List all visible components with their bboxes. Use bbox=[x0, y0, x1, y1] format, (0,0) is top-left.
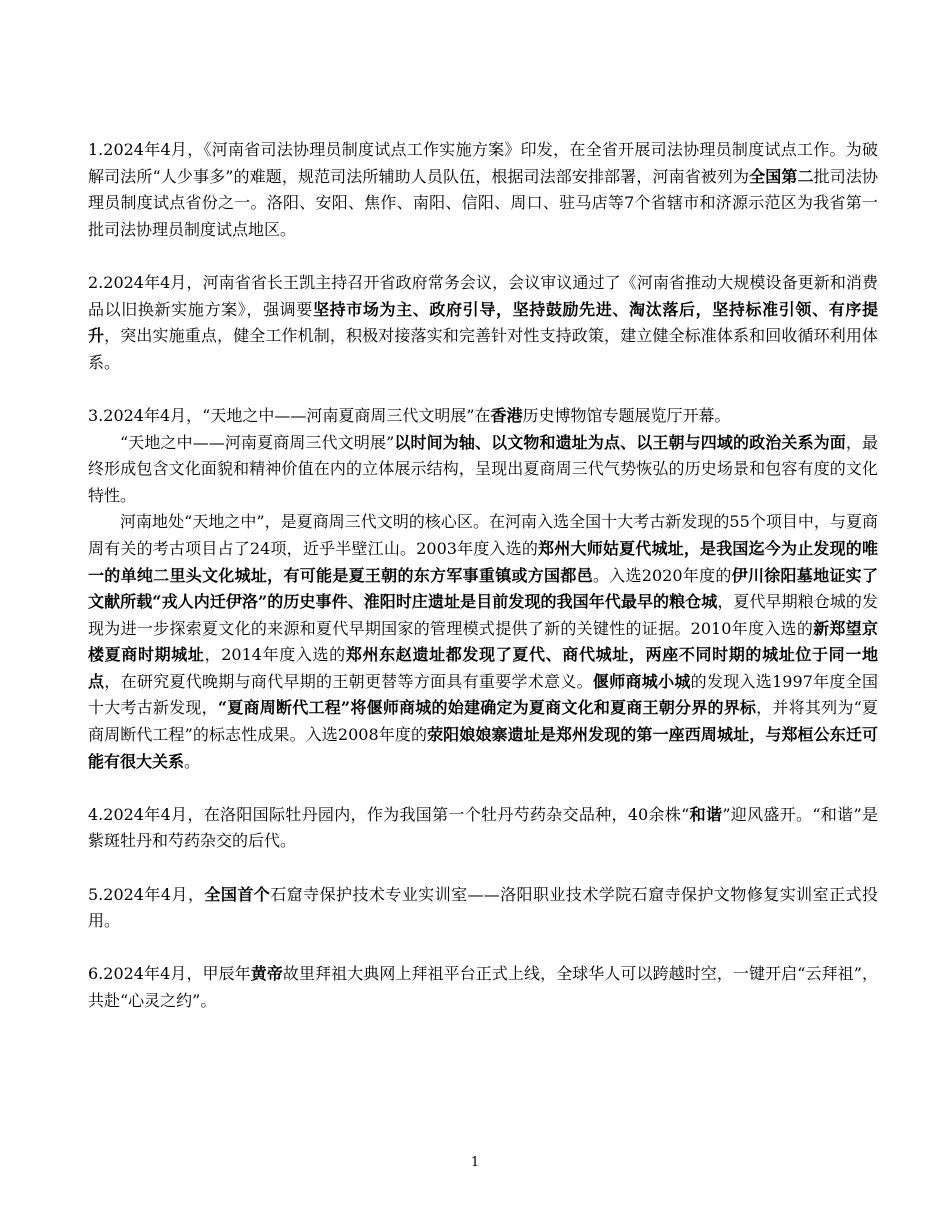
text-run: ，在研究夏代晚期与商代早期的王朝更替等方面具有重要学术意义。 bbox=[104, 671, 593, 691]
text-run: “天地之中——河南夏商周三代文明展” bbox=[120, 432, 395, 452]
text-run: 。入选2020年度的 bbox=[592, 565, 732, 585]
text-run: 2.2024年4月，河南省省长王凯主持召开省政府常务会议，会议审议通过了《河南省推动大规模设备更新和消费品以旧换新实施方案》，强调要 bbox=[88, 272, 878, 319]
bold-text: 黄帝 bbox=[250, 964, 283, 984]
bold-text: 荥阳娘娘寨遗址是郑州发现的第一座西周城址，与郑桓公东迁可能有很大关系 bbox=[88, 725, 878, 771]
text-run: ”迎风盛开。“和谐”是紫斑牡丹和芍药杂交的后代。 bbox=[88, 804, 878, 851]
bold-text: 郑州大师姑夏代城址，是我国迄今为止发现的唯一的单纯二里头文化城址，有可能是夏王朝的东方军事重镇或方国都邑 bbox=[88, 538, 878, 585]
text-run: 的发现入选1997年度全国十大考古新发现， bbox=[88, 671, 878, 718]
paragraph bbox=[88, 137, 878, 243]
document-body bbox=[88, 137, 878, 1041]
text-run: 河南地处“天地之中”，是夏商周三代文明的核心区。在河南入选全国十大考古新发现的55个项目中，与夏商周有关的考古项目占了24项，近乎半壁江山。2003年度入选的 bbox=[88, 512, 878, 558]
text-run: 故里拜祖大典网上拜祖平台正式上线，全球华人可以跨越时空，一键开启“云拜祖”，共赴“心灵之约”。 bbox=[88, 964, 878, 1010]
paragraph bbox=[88, 430, 878, 510]
text-run: 历史博物馆专题展览厅开幕。 bbox=[522, 405, 731, 425]
news-item bbox=[88, 882, 878, 935]
bold-text: 全国首个 bbox=[204, 884, 271, 904]
text-run: ，2014年度入选的 bbox=[204, 645, 346, 665]
news-item bbox=[88, 802, 878, 855]
bold-text: 伊川徐阳墓地证实了文献所载“戎人内迁伊洛”的历史事件、淮阳时庄遗址是目前发现的我国年代最早的粮仓城 bbox=[88, 565, 878, 612]
bold-text: 郑州东赵遗址都发现了夏代、商代城址，两座不同时期的城址位于同一地点 bbox=[88, 645, 878, 691]
text-run: ，最终形成包含文化面貌和精神价值在内的立体展示结构，呈现出夏商周三代气势恢弘的历史场景和包容有度的文化特性。 bbox=[88, 432, 878, 505]
paragraph bbox=[88, 509, 878, 775]
bold-text: 和谐 bbox=[689, 804, 723, 824]
bold-text: 香港 bbox=[490, 405, 523, 425]
bold-text: 新郑望京楼夏商时期城址 bbox=[88, 618, 878, 665]
news-item bbox=[88, 403, 878, 775]
text-run: 1.2024年4月，《河南省司法协理员制度试点工作实施方案》印发，在全省开展司法协理员制度试点工作。为破解司法所“人少事多”的难题，规范司法所辅助人员队伍，根据司法部安排部署，河南省被列为 bbox=[88, 140, 878, 186]
news-item bbox=[88, 137, 878, 243]
bold-text: 偃师商城小城 bbox=[592, 671, 691, 691]
text-run: 6.2024年4月，甲辰年 bbox=[88, 964, 251, 984]
paragraph bbox=[88, 270, 878, 376]
bold-text: 全国第二 bbox=[749, 166, 814, 186]
news-item bbox=[88, 270, 878, 376]
text-run: ，夏代早期粮仓城的发现为进一步探索夏文化的来源和夏代早期国家的管理模式提供了新的关键性的证据。2010年度入选的 bbox=[88, 592, 878, 638]
text-run: 石窟寺保护技术专业实训室——洛阳职业技术学院石窟寺保护文物修复实训室正式投用。 bbox=[88, 884, 878, 931]
paragraph bbox=[88, 802, 878, 855]
text-run: ，突出实施重点，健全工作机制，积极对接落实和完善针对性支持政策，建立健全标准体系和回收循环利用体系。 bbox=[88, 326, 878, 372]
paragraph bbox=[88, 961, 878, 1014]
text-run: ，并将其列为“夏商周断代工程”的标志性成果。入选2008年度的 bbox=[88, 698, 878, 745]
bold-text: 以时间为轴、以文物和遗址为点、以王朝与四域的政治关系为面 bbox=[394, 432, 846, 452]
text-run: 批司法协理员制度试点省份之一。洛阳、安阳、焦作、南阳、信阳、周口、驻马店等7个省辖市和济源示范区为我省第一批司法协理员制度试点地区。 bbox=[88, 166, 878, 239]
bold-text: “夏商周断代工程”将偃师商城的始建确定为夏商文化和夏商王朝分界的界标 bbox=[217, 698, 757, 718]
text-run: 4.2024年4月，在洛阳国际牡丹园内，作为我国第一个牡丹芍药杂交品种，40余株“ bbox=[88, 804, 690, 824]
bold-text: 坚持市场为主、政府引导，坚持鼓励先进、淘汰落后，坚持标准引领、有序提升 bbox=[88, 299, 878, 346]
news-item bbox=[88, 961, 878, 1014]
page-number: 1 bbox=[470, 1155, 480, 1170]
text-run: 3.2024年4月，“天地之中——河南夏商周三代文明展”在 bbox=[88, 405, 491, 425]
paragraph bbox=[88, 403, 878, 430]
paragraph bbox=[88, 882, 878, 935]
text-run: 5.2024年4月， bbox=[88, 884, 205, 904]
text-run: 。 bbox=[184, 751, 201, 771]
